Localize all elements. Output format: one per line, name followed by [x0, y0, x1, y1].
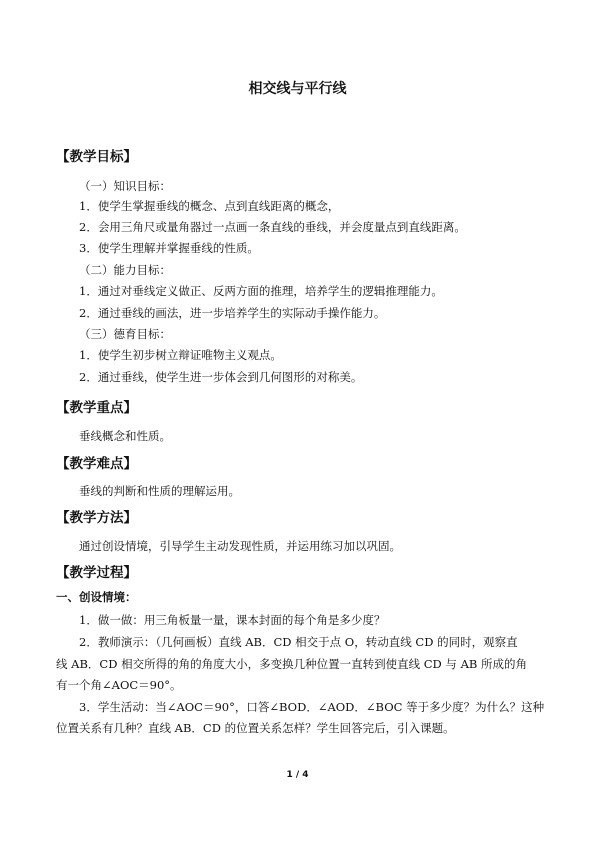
methods-text: 通过创设情境，引导学生主动发现性质，并运用练习加以巩固。 [79, 539, 401, 553]
page-title: 相交线与平行线 [248, 81, 347, 97]
heading-process: 【教学过程】 [56, 565, 137, 581]
knowledge-item-1: 1．使学生掌握垂线的概念、点到直线距离的概念， [79, 199, 340, 213]
moral-label: （三）德育目标： [79, 327, 171, 341]
heading-difficulties: 【教学难点】 [56, 456, 137, 472]
heading-objectives: 【教学目标】 [56, 149, 137, 165]
heading-methods: 【教学方法】 [56, 510, 137, 526]
knowledge-label: （一）知识目标： [79, 179, 171, 193]
knowledge-item-2: 2．会用三角尺或量角器过一点画一条直线的垂线，并会度量点到直线距离。 [79, 220, 466, 234]
process-p2-line3: 有一个角∠AOC＝90°。 [56, 678, 182, 692]
process-p2-line1: 2．教师演示：（几何画板）直线 AB．CD 相交于点 O，转动直线 CD 的同时，观察直 [79, 635, 518, 649]
moral-item-1: 1．使学生初步树立辩证唯物主义观点。 [79, 348, 282, 362]
difficulties-text: 垂线的判断和性质的理解运用。 [79, 484, 240, 498]
key-points-text: 垂线概念和性质。 [79, 429, 171, 443]
ability-item-1: 1．通过对垂线定义做正、反两方面的推理，培养学生的逻辑推理能力。 [79, 284, 443, 298]
knowledge-item-3: 3．使学生理解并掌握垂线的性质。 [79, 241, 259, 255]
heading-key-points: 【教学重点】 [56, 400, 137, 416]
process-p3-line2: 位置关系有几种？直线 AB．CD 的位置关系怎样？学生回答完后，引入课题。 [56, 721, 455, 735]
process-p1: 1．做一做：用三角板量一量，课本封面的每个角是多少度？ [79, 613, 386, 627]
page-number: 1 / 4 [286, 770, 309, 780]
process-p3-line1: 3．学生活动：当∠AOC＝90°，口答∠BOD．∠AOD．∠BOC 等于多少度？为什么？这种 [79, 700, 545, 714]
process-p2-line2: 线 AB．CD 相交所得的角的角度大小，多变换几种位置一直转到使直线 CD 与 AB 所成的角 [56, 657, 527, 671]
moral-item-2: 2．通过垂线，使学生进一步体会到几何图形的对称美。 [79, 370, 363, 384]
step1-label: 一、创设情境： [56, 590, 137, 604]
ability-item-2: 2．通过垂线的画法，进一步培养学生的实际动手操作能力。 [79, 306, 386, 320]
ability-label: （二）能力目标： [79, 263, 171, 277]
